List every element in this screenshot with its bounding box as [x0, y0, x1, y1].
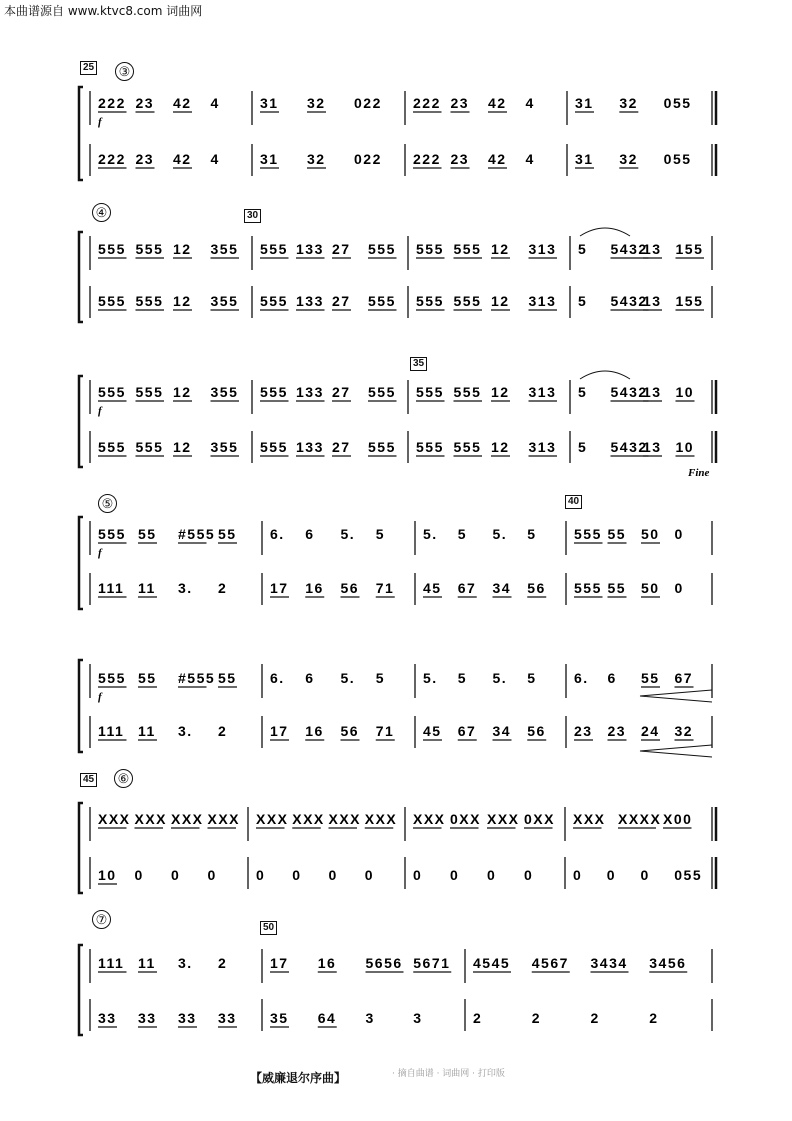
- system-2-upper-m1-g4: 355: [210, 241, 239, 257]
- section-marker-5: ⑤: [98, 494, 117, 513]
- system-6-lower-m3-g2: 0: [450, 867, 460, 883]
- system-5-lower-m2-g3: 56: [340, 723, 360, 739]
- bar-number-45: 45: [80, 773, 97, 787]
- system-7-bracket: [79, 945, 83, 1035]
- system-5-bracket: [79, 660, 83, 752]
- system-6-upper-m3-g1: XXX: [413, 811, 446, 827]
- system-1-lower-m2-g3: 022: [354, 151, 382, 167]
- system-6-upper-m1-g3: XXX: [171, 811, 204, 827]
- system-6-lower-m1-g2: 0: [134, 867, 144, 883]
- system-2-slur: [580, 228, 630, 236]
- system-6-lower-m4-g3: 0: [640, 867, 650, 883]
- system-7-lower-m3-g2: 2: [531, 1010, 542, 1026]
- system-7-upper-m1-g4: 2: [218, 955, 228, 971]
- system-4-upper-m2-g2: 6: [305, 526, 315, 542]
- system-1-lower-m3-g3: 42: [488, 151, 507, 167]
- system-5-upper-m4-g1: 6.: [574, 670, 589, 686]
- system-7-lower-m3-g3: 2: [590, 1010, 600, 1026]
- system-2-lower-m4-g4: 155: [675, 293, 704, 309]
- system-3-upper-m1-g1: 555: [98, 384, 126, 400]
- system-4-lower-m4-g2: 55: [607, 580, 627, 596]
- system-2-upper-m2-g2: 133: [296, 241, 324, 257]
- system-4-upper-m2-g1: 6.: [270, 526, 285, 542]
- system-4-upper-m1-g1: 555: [98, 526, 126, 542]
- system-5-upper-m3-g4: 5: [527, 670, 537, 686]
- system-3-upper-m1-g4: 355: [210, 384, 239, 400]
- system-4-lower-m2-g1: 17: [270, 580, 289, 596]
- system-5-lower-m3-g4: 56: [527, 723, 546, 739]
- system-6-lower-m2-g3: 0: [328, 867, 338, 883]
- system-3-lower-m1-g4: 355: [210, 439, 239, 455]
- system-6-lower-m3-g1: 0: [413, 867, 423, 883]
- system-7-upper-m1-g3: 3.: [178, 955, 193, 971]
- system-5-lower-m3-g1: 45: [423, 723, 442, 739]
- system-5-lower-m2-g1: 17: [270, 723, 289, 739]
- system-2-lower-m1-g2: 555: [135, 293, 164, 309]
- system-3-lower-m3-g4: 313: [528, 439, 557, 455]
- system-1-upper-m4-g1: 31: [575, 95, 594, 111]
- system-6-lower-m3-g4: 0: [524, 867, 534, 883]
- system-3-lower-m1-g3: 12: [173, 439, 192, 455]
- system-6-lower-m1-g3: 0: [171, 867, 181, 883]
- system-3-upper-m2-g2: 133: [296, 384, 324, 400]
- system-3-upper-m1-g3: 12: [173, 384, 192, 400]
- system-1-lower-m4-g1: 31: [575, 151, 594, 167]
- system-5-upper-m1-g1: 555: [98, 670, 126, 686]
- system-6-lower-m1-g1: 10: [98, 867, 117, 883]
- system-3-lower-m2-g2: 133: [296, 439, 324, 455]
- system-4-upper-m2-g4: 5: [375, 526, 386, 542]
- system-7-lower-m1-g3: 33: [178, 1010, 197, 1026]
- system-4-upper-m3-g4: 5: [527, 526, 537, 542]
- system-2-bracket: [79, 232, 83, 322]
- system-1-lower-m2-g1: 31: [260, 151, 279, 167]
- system-6-upper-m2-g3: XXX: [328, 811, 362, 827]
- system-5-upper-m4-g2: 6: [607, 670, 617, 686]
- system-1-upper-m1-g1: 222: [98, 95, 126, 111]
- system-2-upper-m2-g3: 27: [332, 241, 351, 257]
- system-3-lower-m3-g1: 555: [416, 439, 444, 455]
- system-2-lower-m2-g2: 133: [296, 293, 324, 309]
- system-7-upper-m3-g4: 3456: [649, 955, 687, 971]
- system-6-upper-m4-g2: XXXX: [618, 811, 662, 827]
- system-4-lower-m2-g4: 71: [375, 580, 395, 596]
- system-7-upper-m3-g3: 3434: [590, 955, 628, 971]
- system-5-dynamic-upper: f: [98, 691, 102, 703]
- system-2-upper-m4-g4: 155: [675, 241, 704, 257]
- system-2-upper-m2-g1: 555: [260, 241, 288, 257]
- bar-number-40: 40: [565, 495, 582, 509]
- system-3-upper-m4-g3: 13: [643, 384, 662, 400]
- system-6-upper-m1-g1: XXX: [98, 811, 131, 827]
- system-6-upper-m3-g2: 0XX: [450, 811, 481, 827]
- system-7-lower-m2-g3: 3: [365, 1010, 375, 1026]
- system-5-lower-m3-g2: 67: [457, 723, 477, 739]
- system-7-lower-m3-g1: 2: [473, 1010, 483, 1026]
- system-3-upper-m3-g4: 313: [528, 384, 557, 400]
- system-5-lower-m3-g3: 34: [492, 723, 512, 739]
- system-3-upper-m3-g3: 12: [491, 384, 510, 400]
- system-1-lower-m2-g2: 32: [307, 151, 326, 167]
- system-7-lower-m2-g2: 64: [317, 1010, 337, 1026]
- system-7-upper-m3-g2: 4567: [531, 955, 569, 971]
- system-4-dynamic-upper: f: [98, 547, 102, 559]
- system-6-upper-m3-g4: 0XX: [524, 811, 555, 827]
- bar-number-35: 35: [410, 357, 427, 371]
- system-6-lower-m1-g4: 0: [207, 867, 217, 883]
- system-3-upper-m4-g2: 5432: [610, 384, 648, 400]
- system-2-lower-m2-g4: 555: [368, 293, 396, 309]
- section-marker-3: ③: [115, 62, 134, 81]
- system-5-upper-m1-g2: 55: [138, 670, 157, 686]
- system-6-upper-m2-g2: XXX: [292, 811, 325, 827]
- system-3-lower-m4-g1: 5: [578, 439, 588, 455]
- system-7-lower-m1-g4: 33: [218, 1010, 237, 1026]
- system-3-upper-m3-g1: 555: [416, 384, 444, 400]
- system-2-upper-m1-g3: 12: [173, 241, 192, 257]
- system-6-lower-m2-g1: 0: [256, 867, 266, 883]
- system-6-upper-m4-g1: XXX: [573, 811, 606, 827]
- system-1-lower-m4-g2: 32: [619, 151, 638, 167]
- system-4-upper-m3-g1: 5.: [423, 526, 438, 542]
- system-1-lower-m1-g2: 23: [135, 151, 155, 167]
- system-2-lower-m4-g1: 5: [578, 293, 588, 309]
- system-4-lower-m2-g2: 16: [305, 580, 324, 596]
- system-4-upper-m3-g2: 5: [457, 526, 468, 542]
- system-1-lower-m1-g4: 4: [210, 151, 220, 167]
- system-5-lower-m1-g4: 2: [218, 723, 228, 739]
- system-3-lower-m2-g4: 555: [368, 439, 396, 455]
- system-4-upper-m1-g2: 55: [138, 526, 157, 542]
- system-2-lower-m4-g3: 13: [643, 293, 662, 309]
- system-4-lower-m1-g3: 3.: [178, 580, 193, 596]
- system-3-lower-m4-g3: 13: [643, 439, 662, 455]
- system-4-upper-m4-g2: 55: [607, 526, 627, 542]
- system-5-upper-m1-g4: 55: [218, 670, 237, 686]
- system-1-lower-m1-g3: 42: [173, 151, 192, 167]
- system-2-upper-m1-g2: 555: [135, 241, 164, 257]
- crescendo-hairpin-upper: [640, 690, 712, 702]
- system-6-upper-m1-g2: XXX: [134, 811, 168, 827]
- system-5-lower-m4-g2: 23: [607, 723, 627, 739]
- system-4-lower-m2-g3: 56: [340, 580, 360, 596]
- system-5-upper-m2-g3: 5.: [340, 670, 356, 686]
- system-2-lower-m3-g3: 12: [491, 293, 510, 309]
- system-7-lower-m2-g4: 3: [413, 1010, 423, 1026]
- system-4-upper-m4-g4: 0: [674, 526, 684, 542]
- system-1-upper-m2-g1: 31: [260, 95, 279, 111]
- system-4-upper-m2-g3: 5.: [340, 526, 356, 542]
- system-5-upper-m4-g4: 67: [674, 670, 694, 686]
- system-6-lower-m3-g3: 0: [487, 867, 497, 883]
- system-1-upper-m3-g4: 4: [525, 95, 535, 111]
- system-1-dynamic-upper: f: [98, 116, 102, 128]
- system-2-lower-m3-g4: 313: [528, 293, 557, 309]
- system-1-bracket: [79, 87, 83, 180]
- system-2-upper-m3-g4: 313: [528, 241, 557, 257]
- bar-number-30: 30: [244, 209, 261, 223]
- system-7-upper-m1-g1: 111: [98, 955, 125, 971]
- system-1-upper-m3-g2: 23: [450, 95, 470, 111]
- system-3-lower-m1-g1: 555: [98, 439, 126, 455]
- system-2-upper-m4-g1: 5: [578, 241, 588, 257]
- system-4-bracket: [79, 517, 83, 609]
- system-5-upper-m4-g3: 55: [641, 670, 660, 686]
- system-5-lower-m1-g2: 11: [138, 723, 156, 739]
- crescendo-hairpin-lower: [640, 745, 712, 757]
- system-7-upper-m2-g2: 16: [317, 955, 337, 971]
- system-3-lower-m3-g3: 12: [491, 439, 510, 455]
- system-5-lower-m1-g1: 111: [98, 723, 125, 739]
- system-4-upper-m4-g3: 50: [641, 526, 660, 542]
- system-5-upper-m3-g2: 5: [457, 670, 468, 686]
- system-4-upper-m4-g1: 555: [574, 526, 602, 542]
- system-3-upper-m2-g1: 555: [260, 384, 288, 400]
- system-1-lower-m1-g1: 222: [98, 151, 126, 167]
- system-3-lower-m4-g4: 10: [675, 439, 695, 455]
- system-5-lower-m4-g4: 32: [674, 723, 694, 739]
- system-3-lower-m3-g2: 555: [453, 439, 482, 455]
- system-2-lower-m1-g3: 12: [173, 293, 192, 309]
- bar-number-25: 25: [80, 61, 97, 75]
- system-7-upper-m1-g2: 11: [138, 955, 156, 971]
- system-1-upper-m2-g3: 022: [354, 95, 382, 111]
- system-5-lower-m2-g4: 71: [375, 723, 395, 739]
- system-5-lower-m4-g3: 24: [641, 723, 660, 739]
- system-2-upper-m3-g3: 12: [491, 241, 510, 257]
- system-4-upper-m3-g3: 5.: [492, 526, 508, 542]
- system-7-lower-m2-g1: 35: [270, 1010, 289, 1026]
- system-1-upper-m1-g2: 23: [135, 95, 155, 111]
- system-3-lower-m1-g2: 555: [135, 439, 164, 455]
- section-marker-6: ⑥: [114, 769, 133, 788]
- system-1-lower-m3-g2: 23: [450, 151, 470, 167]
- system-3-dynamic-upper: f: [98, 405, 102, 417]
- system-6-lower-m2-g2: 0: [292, 867, 302, 883]
- system-3-upper-m1-g2: 555: [135, 384, 164, 400]
- system-3-upper-m3-g2: 555: [453, 384, 482, 400]
- system-3-upper-m2-g3: 27: [332, 384, 351, 400]
- system-2-lower-m1-g4: 355: [210, 293, 239, 309]
- system-6-upper-m2-g1: XXX: [256, 811, 289, 827]
- system-6-lower-m4-g2: 0: [606, 867, 617, 883]
- system-4-lower-m3-g1: 45: [423, 580, 442, 596]
- fine-marking: Fine: [688, 467, 710, 479]
- system-4-lower-m1-g1: 111: [98, 580, 125, 596]
- system-7-lower-m1-g1: 33: [98, 1010, 117, 1026]
- system-1-upper-m4-g2: 32: [619, 95, 638, 111]
- system-2-upper-m3-g1: 555: [416, 241, 444, 257]
- system-7-upper-m2-g4: 5671: [413, 955, 451, 971]
- system-6-lower-m2-g4: 0: [364, 867, 375, 883]
- system-6-lower-m4-g1: 0: [573, 867, 583, 883]
- system-7-lower-m3-g4: 2: [649, 1010, 659, 1026]
- system-2-upper-m3-g2: 555: [453, 241, 482, 257]
- system-1-upper-m1-g4: 4: [210, 95, 220, 111]
- source-header: 本曲谱源自 www.ktvc8.com 词曲网: [4, 4, 203, 18]
- system-3-lower-m2-g1: 555: [260, 439, 288, 455]
- system-2-lower-m2-g1: 555: [260, 293, 288, 309]
- piece-title: 【威廉退尔序曲】: [250, 1071, 347, 1085]
- system-2-upper-m1-g1: 555: [98, 241, 126, 257]
- system-5-upper-m3-g3: 5.: [492, 670, 508, 686]
- system-2-lower-m2-g3: 27: [332, 293, 351, 309]
- system-4-lower-m1-g4: 2: [218, 580, 228, 596]
- system-1-lower-m3-g1: 222: [413, 151, 441, 167]
- system-3-upper-m4-g4: 10: [675, 384, 695, 400]
- system-7-lower-m1-g2: 33: [138, 1010, 157, 1026]
- system-3-lower-m2-g3: 27: [332, 439, 351, 455]
- system-5-upper-m2-g4: 5: [375, 670, 386, 686]
- system-4-lower-m3-g4: 56: [527, 580, 546, 596]
- system-3-upper-m4-g1: 5: [578, 384, 588, 400]
- system-4-lower-m4-g1: 555: [574, 580, 602, 596]
- system-5-upper-m2-g2: 6: [305, 670, 315, 686]
- system-5-lower-m1-g3: 3.: [178, 723, 193, 739]
- system-6-upper-m4-g3: X00: [663, 811, 693, 827]
- section-marker-7: ⑦: [92, 910, 111, 929]
- system-1-lower-m3-g4: 4: [525, 151, 535, 167]
- system-2-lower-m3-g2: 555: [453, 293, 482, 309]
- system-1-upper-m3-g3: 42: [488, 95, 507, 111]
- system-4-lower-m3-g3: 34: [492, 580, 512, 596]
- system-6-bracket: [79, 803, 83, 893]
- system-1-upper-m1-g3: 42: [173, 95, 192, 111]
- system-6-upper-m3-g3: XXX: [487, 811, 520, 827]
- system-7-upper-m2-g1: 17: [270, 955, 289, 971]
- system-1-upper-m3-g1: 222: [413, 95, 441, 111]
- section-marker-4: ④: [92, 203, 111, 222]
- system-3-upper-m2-g4: 555: [368, 384, 396, 400]
- system-4-lower-m4-g4: 0: [674, 580, 684, 596]
- system-1-lower-m4-g3: 055: [663, 151, 692, 167]
- system-3-lower-m4-g2: 5432: [610, 439, 648, 455]
- system-3-slur: [580, 371, 630, 379]
- system-4-lower-m1-g2: 11: [138, 580, 156, 596]
- system-2-lower-m3-g1: 555: [416, 293, 444, 309]
- system-5-upper-m3-g1: 5.: [423, 670, 438, 686]
- system-4-upper-m1-g4: 55: [218, 526, 237, 542]
- system-5-upper-m1-g3: #555: [178, 670, 216, 686]
- system-6-upper-m2-g4: XXX: [364, 811, 398, 827]
- system-2-lower-m1-g1: 555: [98, 293, 126, 309]
- system-1-upper-m4-g3: 055: [663, 95, 692, 111]
- faint-footer-text: · 摘自曲谱 · 词曲网 · 打印版: [392, 1069, 505, 1079]
- system-2-upper-m2-g4: 555: [368, 241, 396, 257]
- system-7-upper-m2-g3: 5656: [365, 955, 403, 971]
- system-6-upper-m1-g4: XXX: [207, 811, 241, 827]
- system-5-lower-m2-g2: 16: [305, 723, 324, 739]
- system-5-lower-m4-g1: 23: [574, 723, 593, 739]
- system-4-upper-m1-g3: #555: [178, 526, 216, 542]
- system-5-upper-m2-g1: 6.: [270, 670, 285, 686]
- system-2-lower-m4-g2: 5432: [610, 293, 648, 309]
- system-1-upper-m2-g2: 32: [307, 95, 326, 111]
- system-2-upper-m4-g3: 13: [643, 241, 662, 257]
- system-2-upper-m4-g2: 5432: [610, 241, 648, 257]
- system-6-lower-m4-g4: 055: [674, 867, 703, 883]
- system-3-bracket: [79, 376, 83, 467]
- bar-number-50: 50: [260, 921, 277, 935]
- system-4-lower-m3-g2: 67: [457, 580, 477, 596]
- system-4-lower-m4-g3: 50: [641, 580, 660, 596]
- system-7-upper-m3-g1: 4545: [473, 955, 511, 971]
